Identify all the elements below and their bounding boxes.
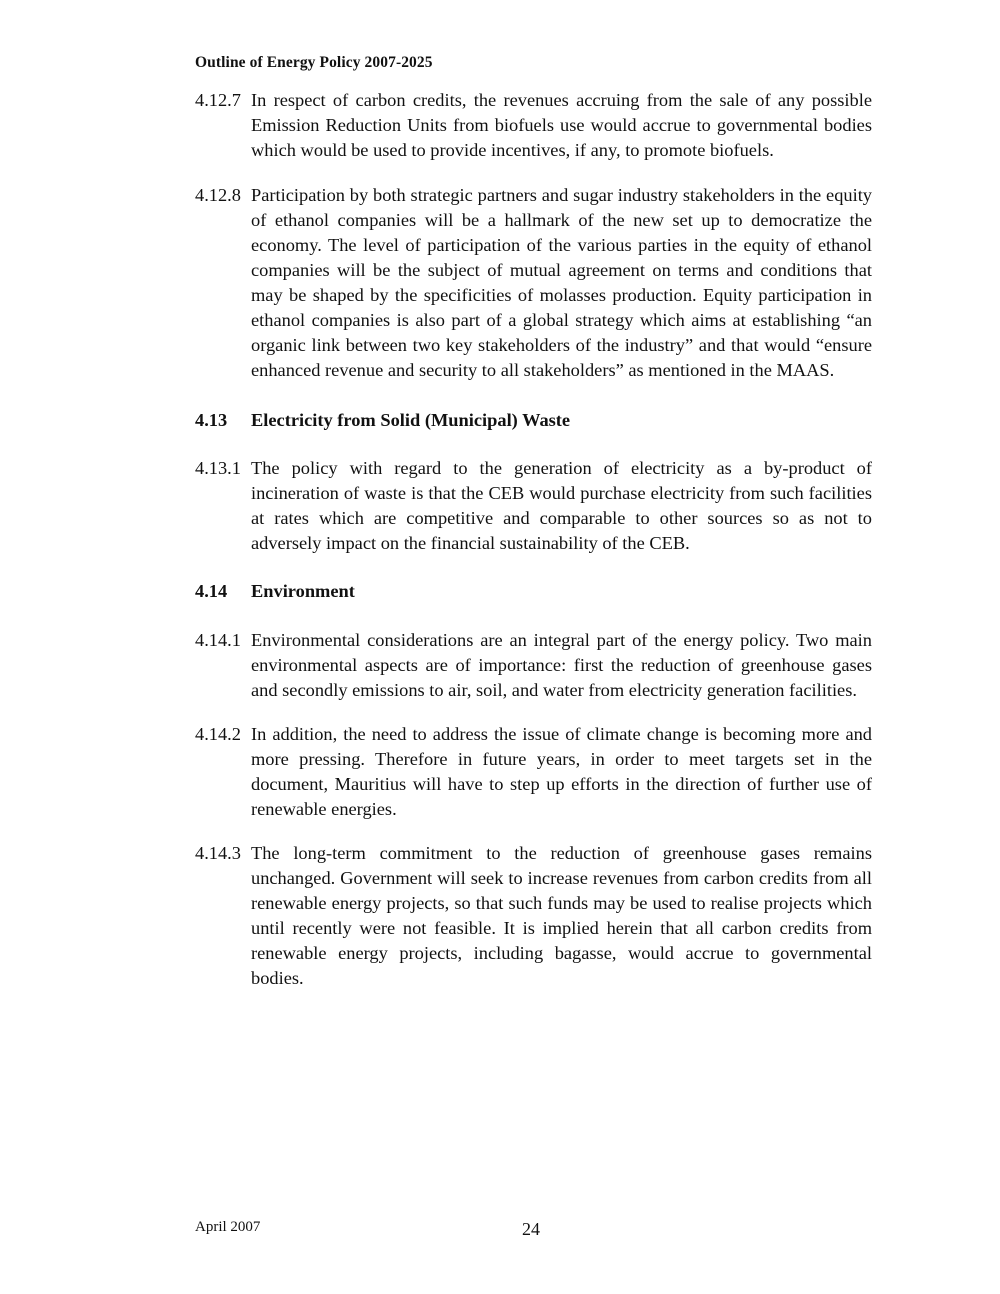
paragraph-text: Participation by both strategic partners and sugar industry stakeholders in the equity of ethanol companies will be a hallmark of the new set up to democratize the economy. The level of participation of the various parties in the equity of ethanol companies will be the subject of mutual agreement on terms and conditions that may be shaped by the specificities of molasses production. Equity participation in ethanol companies is also part of a global strategy which aims at establishing “an organic link between two key stakeholders of the industry” and that would “ensure enhanced revenue and security to all stakeholders” as mentioned in the MAAS. bbox=[251, 185, 872, 380]
section-title: Environment bbox=[251, 581, 355, 601]
paragraph-text: The long-term commitment to the reduction of greenhouse gases remains unchanged. Government will seek to increase revenues from carbon credits from all renewable energy projects, so that such funds may be used to realise projects which until recently were not feasible. It is implied herein that all carbon credits from renewable energy projects, including bagasse, would accrue to governmental bodies. bbox=[251, 843, 872, 988]
paragraph-4-14-1 bbox=[195, 628, 872, 703]
section-heading-4-13 bbox=[195, 408, 872, 433]
paragraph-4-12-7 bbox=[195, 88, 872, 163]
page-number: 24 bbox=[522, 1219, 540, 1239]
section-heading-4-14 bbox=[195, 579, 872, 604]
paragraph-4-13-1 bbox=[195, 456, 872, 556]
paragraph-number: 4.12.8 bbox=[195, 185, 241, 205]
paragraph-4-14-2 bbox=[195, 722, 872, 822]
section-title: Electricity from Solid (Municipal) Waste bbox=[251, 410, 571, 430]
paragraph-number: 4.14.1 bbox=[195, 630, 241, 650]
paragraph-text: In respect of carbon credits, the revenues accruing from the sale of any possible Emission Reduction Units from biofuels use would accrue to governmental bodies which would be used to provide incentives, if any, to promote biofuels. bbox=[251, 90, 872, 160]
paragraph-4-14-3 bbox=[195, 841, 872, 991]
section-number: 4.13 bbox=[195, 410, 228, 430]
paragraph-number: 4.12.7 bbox=[195, 90, 241, 110]
paragraph-number: 4.14.3 bbox=[195, 843, 241, 863]
paragraph-number: 4.14.2 bbox=[195, 724, 241, 744]
paragraph-4-12-8 bbox=[195, 183, 872, 383]
paragraph-text: In addition, the need to address the issue of climate change is becoming more and more pressing. Therefore in future years, in order to meet targets set in the document, Mauritius will have to step up efforts in the direction of further use of renewable energies. bbox=[251, 724, 872, 819]
footer-date: April 2007 bbox=[195, 1219, 261, 1235]
document-body bbox=[195, 88, 872, 991]
page-header: Outline of Energy Policy 2007-2025 bbox=[195, 54, 433, 71]
section-number: 4.14 bbox=[195, 581, 228, 601]
paragraph-text: The policy with regard to the generation of electricity as a by-product of incineration of waste is that the CEB would purchase electricity from such facilities at rates which are competitive and comparable to other sources so as not to adversely impact on the financial sustainability of the CEB. bbox=[251, 458, 872, 553]
paragraph-number: 4.13.1 bbox=[195, 458, 241, 478]
paragraph-text: Environmental considerations are an integral part of the energy policy. Two main environmental aspects are of importance: first the reduction of greenhouse gases and secondly emissions to air, soil, and water from electricity generation facilities. bbox=[251, 630, 872, 700]
